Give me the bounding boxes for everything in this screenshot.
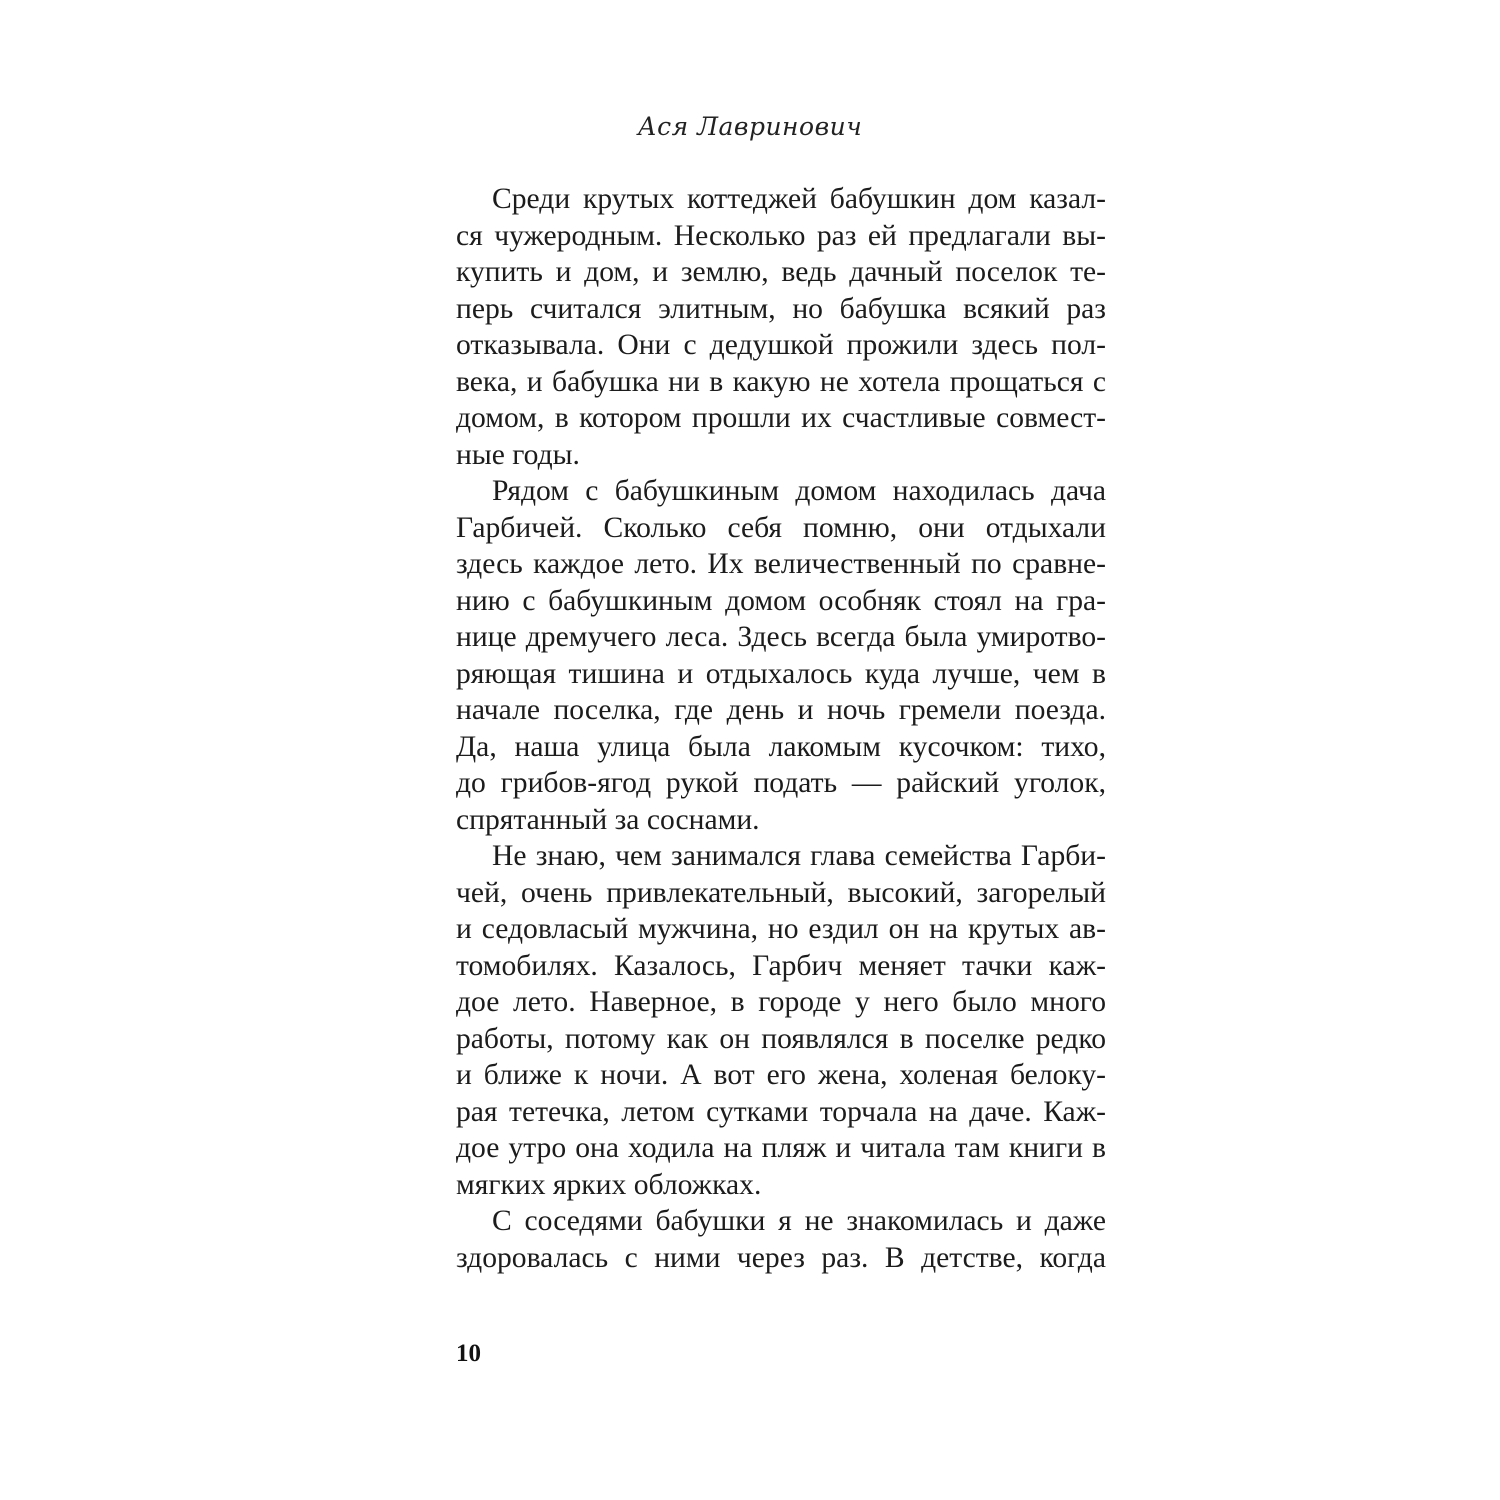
text-line: и седовласый мужчина, но ездил он на крутых ав- xyxy=(456,913,1106,945)
text-line: чей, очень привлекательный, высокий, загорелый xyxy=(456,876,1106,909)
text-line: века, и бабушка ни в какую не хотела прощаться с xyxy=(456,365,1106,398)
text-line: начале поселка, где день и ночь гремели поезда. xyxy=(456,694,1106,726)
text-line: нию с бабушкиным домом особняк стоял на гра- xyxy=(456,584,1106,617)
text-line: работы, потому как он появлялся в поселке редко xyxy=(456,1022,1106,1055)
text-line: Среди крутых коттеджей бабушкин дом казал- xyxy=(492,183,1106,215)
text-line: спрятанный за соснами. xyxy=(456,803,760,836)
page-number: 10 xyxy=(456,1340,481,1367)
text-line: Да, наша улица была лакомым кусочком: тихо, xyxy=(456,730,1106,763)
text-line: домом, в котором прошли их счастливые совмест- xyxy=(456,402,1106,434)
text-line: нице дремучего леса. Здесь всегда была умиротво- xyxy=(456,621,1106,653)
text-line: Гарбичей. Сколько себя помню, они отдыхали xyxy=(456,511,1106,544)
running-head-author: Ася Лавринович xyxy=(637,112,863,141)
text-line: здесь каждое лето. Их величественный по сравне- xyxy=(456,548,1106,580)
text-line: рая тетечка, летом сутками торчала на даче. Каж- xyxy=(456,1095,1106,1128)
body-text xyxy=(456,181,1106,1276)
text-line: ные годы. xyxy=(456,438,580,471)
text-line: здоровалась с ними через раз. В детстве, когда xyxy=(456,1241,1106,1274)
text-line: Рядом с бабушкиным домом находилась дача xyxy=(492,475,1106,507)
text-line: Не знаю, чем занимался глава семейства Гарби- xyxy=(492,840,1106,872)
text-line: купить и дом, и землю, ведь дачный поселок те- xyxy=(456,256,1106,288)
text-line: ся чужеродным. Несколько раз ей предлагали вы- xyxy=(456,219,1106,252)
text-line: дое лето. Наверное, в городе у него было много xyxy=(456,986,1106,1018)
text-line: мягких ярких обложках. xyxy=(456,1168,762,1201)
text-line: отказывала. Они с дедушкой прожили здесь пол- xyxy=(456,329,1106,361)
text-line: и ближе к ночи. А вот его жена, холеная белоку- xyxy=(456,1059,1106,1091)
text-line: перь считался элитным, но бабушка всякий раз xyxy=(456,292,1106,325)
text-line: томобилях. Казалось, Гарбич меняет тачки каж- xyxy=(456,949,1106,982)
text-line: С соседями бабушки я не знакомилась и даже xyxy=(492,1205,1106,1237)
text-line: дое утро она ходила на пляж и читала там книги в xyxy=(456,1132,1106,1164)
text-line: ряющая тишина и отдыхалось куда лучше, чем в xyxy=(456,657,1106,690)
text-line: до грибов-ягод рукой подать — райский уголок, xyxy=(456,767,1106,799)
